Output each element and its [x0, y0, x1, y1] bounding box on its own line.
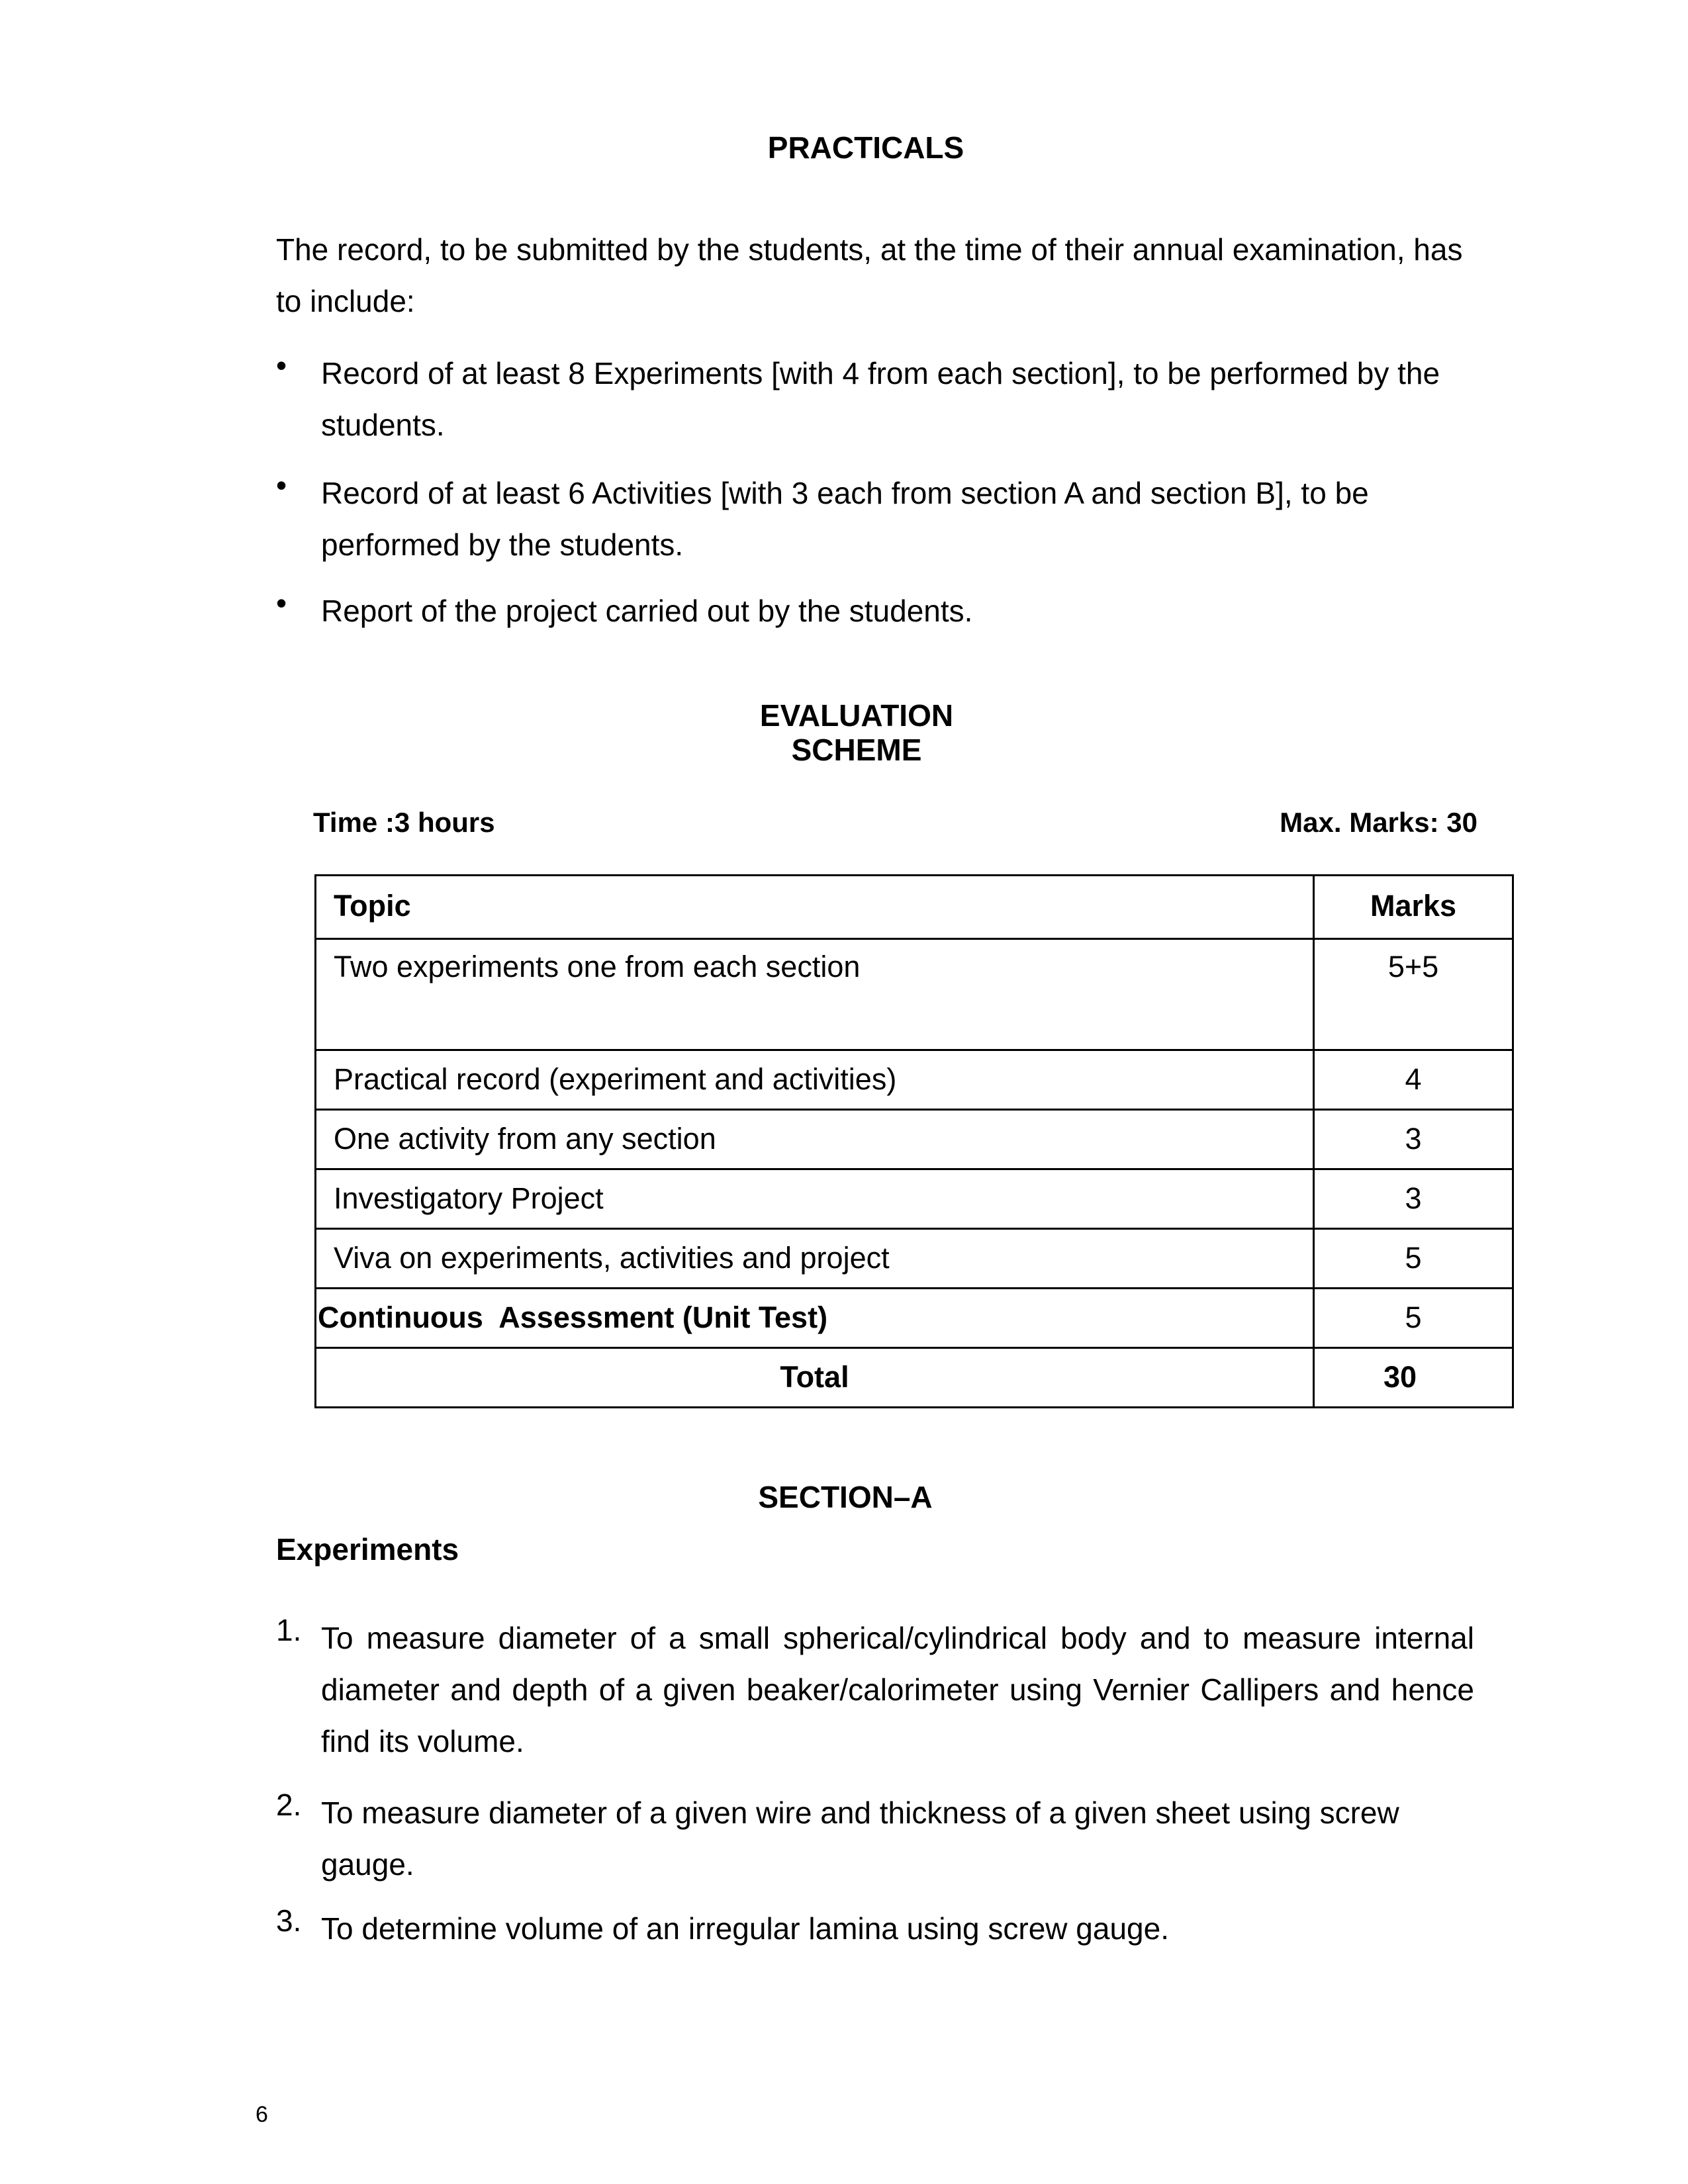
evaluation-table — [314, 874, 1514, 1408]
header-marks: Marks — [1314, 876, 1513, 939]
topic-cell: Continuous Assessment (Unit Test) — [316, 1289, 1314, 1348]
bullet-icon: • — [276, 468, 287, 502]
total-label: Total — [316, 1348, 1314, 1408]
topic-cell: One activity from any section — [316, 1110, 1314, 1169]
bullet-icon: • — [276, 348, 287, 383]
time-label: Time :3 hours — [313, 807, 495, 838]
scheme-heading: SCHEME — [791, 733, 922, 767]
table-row — [316, 1050, 1513, 1110]
bullet-icon: • — [276, 586, 287, 620]
evaluation-heading: EVALUATION — [759, 698, 954, 733]
item-text: To determine volume of an irregular lamina using screw gauge. — [321, 1911, 1169, 1946]
topic-cell: Two experiments one from each section — [316, 939, 1314, 1050]
marks-cell: 3 — [1314, 1169, 1513, 1229]
item-number: 2. — [276, 1788, 302, 1822]
topic-cell: Viva on experiments, activities and project — [316, 1229, 1314, 1289]
intro-paragraph: The record, to be submitted by the students, at the time of their annual examination, has to include: — [276, 232, 1463, 318]
header-topic: Topic — [316, 876, 1314, 939]
bullet-text: Record of at least 6 Activities [with 3 each from section A and section B], to be performed by the students. — [321, 476, 1369, 562]
bullet-text: Report of the project carried out by the students. — [321, 594, 973, 628]
bullet-text: Record of at least 8 Experiments [with 4 from each section], to be performed by the students. — [321, 356, 1440, 442]
item-text: To measure diameter of a small spherical/cylindrical body and to measure internal diameter and depth of a given beaker/calorimeter using Vernier Callipers and hence find its volume. — [321, 1621, 1474, 1758]
marks-cell: 5 — [1314, 1289, 1513, 1348]
marks-cell: 4 — [1314, 1050, 1513, 1110]
marks-cell: 5+5 — [1314, 939, 1513, 1050]
section-heading: SECTION–A — [758, 1480, 933, 1514]
marks-cell: 3 — [1314, 1110, 1513, 1169]
table-row — [316, 939, 1513, 1050]
page-number: 6 — [256, 2102, 268, 2127]
item-number: 1. — [276, 1613, 302, 1647]
experiments-heading: Experiments — [276, 1532, 459, 1567]
table-row — [316, 1110, 1513, 1169]
table-total-row — [316, 1348, 1513, 1408]
table-row — [316, 1229, 1513, 1289]
page-title: PRACTICALS — [767, 130, 964, 165]
marks-cell: 5 — [1314, 1229, 1513, 1289]
table-row — [316, 1289, 1513, 1348]
table-header-row — [316, 876, 1513, 939]
topic-cell: Investigatory Project — [316, 1169, 1314, 1229]
total-value: 30 — [1314, 1348, 1513, 1408]
topic-cell: Practical record (experiment and activities) — [316, 1050, 1314, 1110]
item-text: To measure diameter of a given wire and thickness of a given sheet using screw gauge. — [321, 1796, 1399, 1882]
max-marks-label: Max. Marks: 30 — [1280, 807, 1477, 838]
item-number: 3. — [276, 1903, 302, 1938]
table-row — [316, 1169, 1513, 1229]
